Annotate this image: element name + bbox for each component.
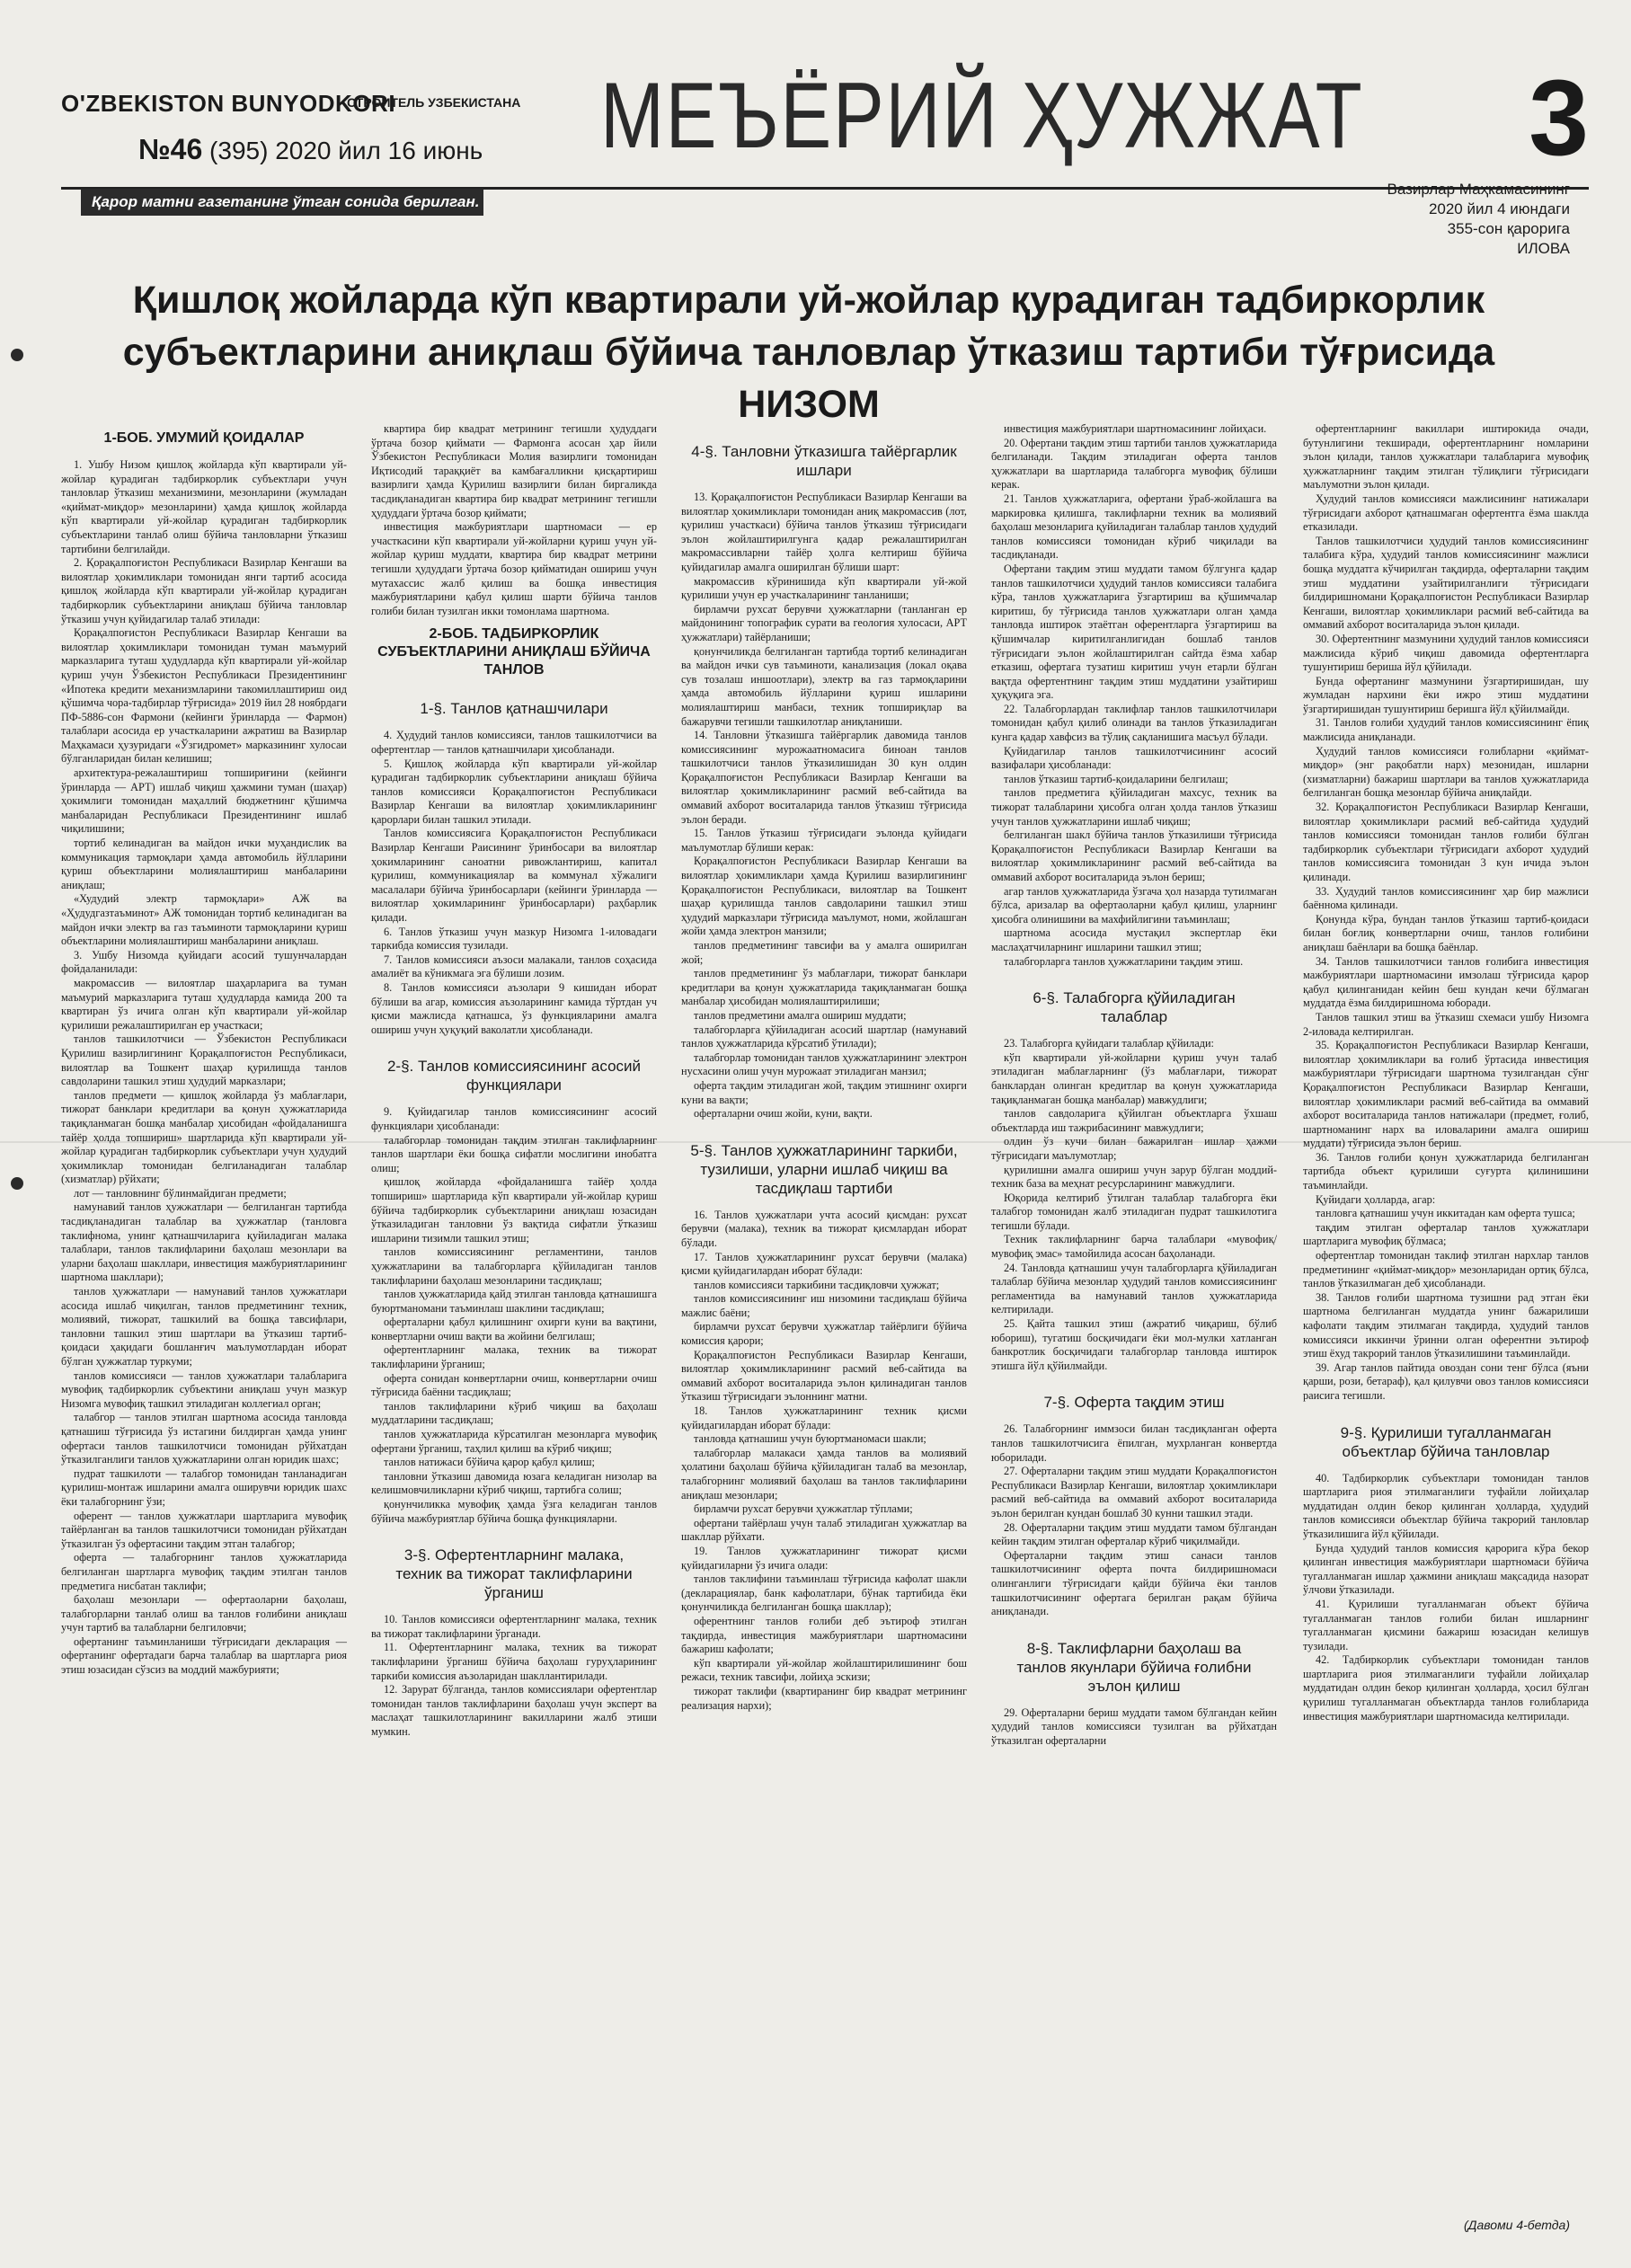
paragraph: макромассив — вилоятлар шаҳарларига ва туман маъмурий марказларига туташ ҳудудларда камида 200 та квартиран ўз ичига олган кўп квартирали уй-жойлар қурилиши режалаштирилган ер участкаси; xyxy=(61,976,347,1032)
paragraph: 36. Танлов ғолиби қонун ҳужжатларида белгиланган тартибда объект қурилиши суғурта қилинишини таъминлайди. xyxy=(1303,1150,1589,1192)
section-heading: 5-§. Танлов ҳужжатларининг таркиби, тузилиши, уларни ишлаб чиқиш ва тасдиқлаш тартиби xyxy=(690,1141,958,1197)
paragraph: 10. Танлов комиссияси офертентларнинг малака, техник ва тижорат таклифларини ўрганади. xyxy=(371,1613,657,1640)
section-heading: 6-§. Талабгорга қўйиладиган талаблар xyxy=(1033,989,1236,1026)
issue-date: (395) 2020 йил 16 июнь xyxy=(209,137,483,164)
paragraph: олдин ўз кучи билан бажарилган ишлар ҳажми тўғрисидаги маълумотлар; xyxy=(991,1135,1277,1162)
paragraph: тижорат таклифи (квартиранинг бир квадрат метрининг реализация нархи); xyxy=(681,1684,967,1712)
paragraph: 34. Танлов ташкилотчиси танлов ғолибига инвестиция мажбуриятлари шартномасини имзолаш тўғрисида қарор қабул қилинганидан кейин беш кундан кечи бўлмаган муддатда ёзма билдиришнома юборади. xyxy=(1303,954,1589,1010)
paragraph: 7. Танлов комиссияси аъзоси малакали, танлов соҳасида амалиёт ва кўникмага эга бўлиши лозим. xyxy=(371,952,657,980)
paragraph: белгиланган шакл бўйича танлов ўтказилиши тўғрисида Қорақалпоғистон Республикаси Вазирлар Кенгаши ва вилоятлар ҳокимликларининг расмий веб-сайтида ва оммавий ахборот воситаларида эълон бериш; xyxy=(991,828,1277,883)
newspaper-name: O'ZBEKISTON BUNYODKORI xyxy=(61,90,396,117)
paragraph: пудрат ташкилоти — талабгор томонидан танланадиган қурилиш-монтаж ишларини амалга оширувчи юридик шахс ёки талабгорнинг ўзи; xyxy=(61,1466,347,1508)
paragraph: танлов таклифларини кўриб чиқиш ва баҳолаш муддатларини тасдиқлаш; xyxy=(371,1399,657,1427)
paragraph: танлов предметини амалга ошириш муддати; xyxy=(694,1008,907,1022)
paragraph: квартира бир квадрат метрининг тегишли ҳудуддаги ўртача бозор қиймати — Фармонга асосан ҳар йили Ўзбекистон Республикаси Молия вазирлиги томонидан Иқтисодий тараққиёт ва камбағалликни қисқартириш вазирлиги ҳамда Қурилиш вазирлиги билан биргаликда тасдиқланадиган квартира бир квадрат метрининг тегишли ҳудуддаги ўртача бозор қиймати; xyxy=(371,422,657,519)
paragraph: танлов предметининг тавсифи ва у амалга оширилган жой; xyxy=(681,939,967,966)
paragraph: талабгорлар малакаси ҳамда танлов ва молиявий ҳолатини баҳолаш бўйича қўйиладиган талаб ва мезонлар, талабгорнинг молиявий баҳолаш ва танлов таклифларини аниқлаш мезонлари; xyxy=(681,1446,967,1502)
paragraph: кўп квартирали уй-жойлар жойлаштирилишининг бош режаси, техник тавсифи, лойиҳа эскизи; xyxy=(681,1656,967,1684)
paragraph: қурилишни амалга ошириш учун зарур бўлган моддий-техник база ва меҳнат ресурсларининг мавжудлиги. xyxy=(991,1163,1277,1191)
paragraph: танлов предмети — қишлоқ жойларда ўз маблағлари, тижорат банклари кредитлари ва қонун ҳужжатларида тақиқланмаган бошқа манбалар ҳисобидан «фойдаланишга тайёр ҳолда топшириш» шартларида кўп квартирали уй-жойлар қурадиган тадбиркорлик субъектлари учун ҳудудий ҳокимликлар томонидан белгиланадиган талаблар (хизматлар) рўйхати; xyxy=(61,1088,347,1186)
paragraph: танловга қатнашиш учун иккитадан кам офертa тушса; xyxy=(1316,1207,1575,1220)
paragraph: 14. Танловни ўтказишга тайёргарлик давомида танлов комиссиясининг мурожаатномасига биноан танлов ташкилотчиси танлов ўтказилишидан 30 кун олдин Қорақалпоғистон Республикаси Вазирлар Кенгаши ва вилоятлар ҳокимликларининг расмий веб-сайтида ва оммавий ахборот воситаларида танлов ўтказиш тўғрисида эълон беради. xyxy=(681,729,967,826)
paragraph: 35. Қорақалпоғистон Республикаси Вазирлар Кенгаши, вилоятлар ҳокимликлари ва ғолиб ўртасида инвестиция мажбуриятлари тўғрисидаги шартнома тузилгандан сўнг Қорақалпоғистон Республикаси Вазирлар Кенгаши, вилоятлар ҳокимликлари расмий веб-сайтида ва оммавий ахборот воситаларида танлов натижалари (предмет, ғолиб, шартноманинг нарх ва иловаларини амалга ошириш муддати) тўғрисида эълон бериш. xyxy=(1303,1039,1589,1150)
paragraph: танлов ўтказиш тартиб-қоидаларини белгилаш; xyxy=(1004,772,1228,785)
paragraph: бирламчи рухсат берувчи ҳужжатларни (танланган ер майдонининг топографик сурати ва геология хулосаси, АРТ ҳужжатлари) тайёрланиши; xyxy=(681,602,967,643)
paragraph: 17. Танлов ҳужжатларининг рухсат берувчи (малака) қисми қуйидагилардан иборат бўлади: xyxy=(681,1250,967,1278)
continued-note: (Давоми 4-бетда) xyxy=(1463,2218,1570,2232)
paragraph: талабгорларга танлов ҳужжатларини тақдим этиш. xyxy=(1004,954,1244,968)
paragraph: Офертани тақдим этиш муддати тамом бўлгунга қадар танлов ташкилотчиси ҳудудий танлов комиссияси талабига кўра, танлов ҳужжатларига ўзгартириш ва қўшимчалар киритиш, бу тўғрисида танлов ҳужжатлари олган ҳамда танловда иштирок этаётган оферентларга ўзгартириш ва қўшимчалар киритилганлигидан бошлаб танлов тўғрисидаги эълон жойлаштирилган сайтда ёзма хабар етказиш, офертага тузатиш киритиш учун етарли бўлган вақтда офертентнинг тақдим этиш муддатини узайтириш ҳуқуқига эга. xyxy=(991,562,1277,702)
paragraph: офертанинг таъминланиши тўғрисидаги декларация — офертанинг офертадаги барча талаблар ва шартларга риоя этиш юзасидан сўзсиз ва моддий мажбурияти; xyxy=(61,1635,347,1677)
paragraph: бирламчи рухсат берувчи ҳужжатлар тўплами; xyxy=(694,1502,913,1516)
paragraph: 3. Ушбу Низомда қуйидаги асосий тушунчалардан фойдаланилади: xyxy=(61,948,347,976)
paragraph: 19. Танлов ҳужжатларининг тижорат қисми қуйидагиларни ўз ичига олади: xyxy=(681,1544,967,1572)
title-line: субъектларини аниқлаш бўйича танловлар ўтказиш тартиби тўғрисида xyxy=(122,331,1495,374)
section-heading: 4-§. Танловни ўтказишга тайёргарлик ишлари xyxy=(691,443,957,479)
page-number: 3 xyxy=(1529,58,1589,178)
paragraph: шартнома асосида мустақил экспертлар ёки маслаҳатчиларнинг ишларини ташкил этиш; xyxy=(991,926,1277,953)
newspaper-subtitle: СТРОИТЕЛЬ УЗБЕКИСТАНА xyxy=(347,95,521,110)
paragraph: офертентларнинг малака, техник ва тижорат таклифларини ўрганиш; xyxy=(371,1343,657,1371)
paragraph: 28. Оферталарни тақдим этиш муддати тамом бўлгандан кейин тақдим этилган оферталар кўриб чиқилмайди. xyxy=(991,1520,1277,1548)
paragraph: оферент — танлов ҳужжатлари шартларига мувофиқ тайёрланган ва танлов ташкилотчиси томонидан рўйхатдан ўтказилган ўз офертасини тақдим этган талабгор; xyxy=(61,1509,347,1550)
paragraph: макромассив кўринишида кўп квартирали уй-жой қурилиши учун ер участкаларининг танланиши; xyxy=(681,574,967,602)
paragraph: 24. Танловда қатнашиш учун талабгорларга қўйиладиган талаблар бўйича мезонлар ҳудудий танлов комиссиясининг регламентида ва намунавий танлов ҳужжатларида келтирилади. xyxy=(991,1261,1277,1316)
paragraph: Бунда ҳудудий танлов комиссия қарорига кўра бекор қилинган инвестиция мажбуриятлари шартномаси бўйича тугалланмаган ишлар ҳажмини аниқлаш мақсадида назорат ўлчови ўтказилади. xyxy=(1303,1541,1589,1597)
paragraph: «Худудий электр тармоқлари» АЖ ва «Ҳудудгазтаъминот» АЖ томонидан тортиб келинадиган ва майдон ички электр ва газ таъминоти тармоқларини қуриш объектларини молиялаштириш манбаларини аниқлаш. xyxy=(61,892,347,948)
paragraph: офертентларнинг вакиллари иштирокида очади, бутунлигини текширади, офертентларнинг номларини эълон қилади, танлов ҳужжатлари талабларига мувофиқ ҳужжатларнинг тақдим этилган тўлиқлиги тўғрисидаги маълумотни эълон қилади. xyxy=(1303,422,1589,492)
appendix-line: Вазирлар Маҳкамасининг xyxy=(1387,181,1570,198)
paragraph: 23. Талабгорга қуйидаги талаблар қўйилади: xyxy=(1004,1037,1214,1050)
paragraph: 2. Қорақалпоғистон Республикаси Вазирлар Кенгаши ва вилоятлар ҳокимликлари томонидан янги тартиб асосида қишлоқ жойларда кўп квартирали уй-жойлар қурадиган тадбиркорлик субъектларини аниқлаш бўйича танловлар ўтказиш учун қуйидагилар талаб этилади: xyxy=(61,556,347,625)
paragraph: танлов натижаси бўйича қарор қабул қилиш; xyxy=(384,1456,595,1469)
paragraph: танлов таклифини таъминлаш тўғрисида кафолат шакли (декларациялар, банк кафолатлари, бўнак тартибида ёки қонунчиликда белгиланган бошқа шакллар); xyxy=(681,1573,967,1614)
paragraph: 25. Қайта ташкил этиш (ажратиб чиқариш, бўлиб юбориш), тугатиш босқичидаги ёки мол-мулки хатланган банкротлик босқичидаги талабгорлар танловда иштирок этишга йўл қўйилмайди. xyxy=(991,1317,1277,1372)
paragraph: Танлов ташкил этиш ва ўтказиш схемаси ушбу Низомга 2-иловада келтирилган. xyxy=(1303,1010,1589,1038)
issue-line xyxy=(138,133,483,166)
paragraph: 22. Талабгорлардан таклифлар танлов ташкилотчилари томонидан қабул қилиб олинади ва танлов ўтказиладиган кунга қадар хавфсиз ва тўлиқ сақланишига масъул бўлади. xyxy=(991,702,1277,744)
paragraph: 5. Қишлоқ жойларда кўп квартирали уй-жойлар қурадиган тадбиркорлик субъектларини аниқлаш бўйича танлов комиссияси Қорақалпоғистон Республикаси Вазирлар Кенгаши ва вилоятлар ҳокимликларининг қарорлари билан ташкил этилади. xyxy=(371,757,657,826)
paragraph: 32. Қорақалпоғистон Республикаси Вазирлар Кенгаши, вилоятлар ҳокимликлари расмий веб-сайтида ҳудудий танлов комиссияси томонидан танлов ғолиби бўлган тадбиркорлик субъектлари тўғрисидаги ахборот ҳудудий танлов комиссиясига томонидан 3 кун ичида эълон қилинади. xyxy=(1303,801,1589,883)
paragraph: инвестиция мажбуриятлари шартномаси — ер участкасини кўп квартирали уй-жойларни қуриш учун уй-жойлар қуриш муддати, квартира бир квадрат метрини тегишли ҳудуддаги ўртача бозор қийматидан ошириш учун мутахассис жалб қилиш ва бошқа инвестиция мажбуриятларини қабул қилиш шарти бўйича танлов голиби билан тузилган икки томонлама шартнома. xyxy=(371,520,657,617)
column-4 xyxy=(991,422,1277,2210)
column-3 xyxy=(681,422,967,2210)
paragraph: оферталарни қабул қилишнинг охирги куни ва вақтини, конвертларни очиш вақти ва жойини белгилаш; xyxy=(371,1316,657,1342)
punch-hole xyxy=(11,1177,23,1190)
paragraph: офертани тайёрлаш учун талаб этиладиган ҳужжатлар ва шакллар рўйхати. xyxy=(681,1516,967,1544)
paragraph: 6. Танлов ўтказиш учун мазкур Низомга 1-иловадаги таркибда комиссия тузилади. xyxy=(371,925,657,952)
paragraph: танлов комиссияси — танлов ҳужжатлари талабларига мувофиқ тадбиркорлик субъектини аниқлаш учун мазкур Низомга мувофиқ ташкил этиладиган коллегиал орган; xyxy=(61,1369,347,1410)
paragraph: архитектура-режалаштириш топшириғини (кейинги ўринларда — АРТ) ишлаб чиқиш ҳажмини туман (шаҳар) ҳокимлиги томонидан маҳаллий бюджетнинг қўшимча манбаларидан Республикаси Президентининг ишлаб чиқилишини; xyxy=(61,766,347,836)
paragraph: танлов ҳужжатларида қайд этилган танловда қатнашишга буюртманомани таъминлаш шаклини тасдиқлаш; xyxy=(371,1288,657,1315)
notice-bar: Қарор матни газетанинг ўтган сонида берилган. xyxy=(81,189,483,216)
paragraph: Танлов комиссиясига Қорақалпоғистон Республикаси Вазирлар Кенгаши Раисининг ўринбосари ва вилоятлар ҳокимларининг саноатни ривожлантириш, капитал қурилиш, коммуникациялар ва коммунал хўжалиги масалалари бўйича ўринбосарлари (кейинги ўринларда — вилоятлар ҳокимларининг ўринбосарлари) раҳбарлик қилади. xyxy=(371,827,657,925)
paragraph: 41. Қурилиши тугалланмаган объект бўйича тугалланмаган танлов ғолиби билан ишларнинг тугалланмаган қисмини бажариш юзасидан келишув тузилади. xyxy=(1303,1597,1589,1652)
paragraph: оферта сонидан конвертларни очиш, конвертларни очиш тўғрисида баённи тасдиқлаш; xyxy=(371,1371,657,1399)
paragraph: Оферталарни тақдим этиш санаси танлов ташкилотчисининг оферта почта билдиришномаси олинганлиги тўғрисидаги қайди бўйича ёки танлов ташкилотчисининг офертага берилган рақам бўйича аниқланади. xyxy=(991,1548,1277,1618)
paragraph: 30. Офертентнинг мазмунини ҳудудий танлов комиссияси мажлисида кўриб чиқиш давомида офертентларга тушунтириш бериша йўл қўйилади. xyxy=(1303,632,1589,674)
paragraph: Қуйидаги ҳолларда, агар: xyxy=(1316,1192,1436,1206)
paragraph: оферта — талабгорнинг танлов ҳужжатларида белгиланган шартларга мувофиқ тақдим этилган танлов предметига нисбатан таклифи; xyxy=(61,1551,347,1592)
section-heading: 8-§. Таклифларни баҳолаш ва танлов якунлари бўйича ғолибни эълон қилиш xyxy=(1016,1639,1252,1695)
section-heading: 9-§. Қурилиши тугалланмаган объектлар бўйича танловлар xyxy=(1340,1423,1552,1460)
paragraph: танлов ҳужжатлари — намунавий танлов ҳужжатлари асосида ишлаб чиқилган, танлов предметининг техник, молиявий, тижорат, ташкилий ва бошқа тавсифлари, танловни ташкил этиш шартлари ва ўтказиш тартиб-қоидаси ҳақидаги бошланғич маълумотлардан иборат бўлган ҳужжатлар туркуми; xyxy=(61,1285,347,1368)
paragraph: талабгорлар томонидан танлов ҳужжатларининг электрон нусхасини олиш учун мурожаат этиладиган манзил; xyxy=(681,1050,967,1078)
paragraph: қонунчиликда белгиланган тартибда тортиб келинадиган ва майдон ички сув таъминоти, канализация (локал оқава сув тозалаш иншоотлари), электр ва газ тармоқларини ҳамда автомобиль йўлларини қуриш ишларини молиялаштириш манбаси, техник топшириқлар ва бажарувчи тегишли ташкилотлар аниқланиши. xyxy=(681,644,967,728)
paragraph: танлов комиссиясининг иш низомини тасдиқлаш бўйича мажлис баёни; xyxy=(681,1292,967,1319)
section-heading: 7-§. Оферта тақдим этиш xyxy=(1043,1394,1225,1412)
paragraph: намунавий танлов ҳужжатлари — белгиланган тартибда тасдиқланадиган талаблар ва ҳужжатлар (танловга таклифнома, унинг қатнашчиларига қуйиладиган малака талаблари, танлов таклифларини баҳолаш мезонлари ва уларни баҳолаш шакллари, инвестиция мажбуриятларининг шартнома шакллари); xyxy=(61,1200,347,1284)
paragraph: 16. Танлов ҳужжатлари учта асосий қисмдан: рухсат берувчи (малака), техник ва тижорат қисмлардан иборат бўлади. xyxy=(681,1208,967,1249)
paragraph: талабгор — танлов этилган шартнома асосида танловда қатнашиш тўғрисида ўз истагини билдирган ҳамда унинг офертаси танлов ташкилотчиси томонидан рўйхатдан ўтказилганлиги танлов ҳужжатларини олган юридик шахс; xyxy=(61,1411,347,1466)
paragraph: танлов предметига қўйиладиган махсус, техник ва тижорат талабларини ҳисобга олган ҳолда танлов ўтказиш учун танлов ҳужжатларини ишлаб чиқиш; xyxy=(991,786,1277,828)
column-2 xyxy=(371,422,657,2210)
paragraph: 29. Оферталарни бериш муддати тамом бўлгандан кейин ҳудудий танлов комиссияси тузилган ва рўйхатдан ўтказилган оферталарни xyxy=(991,1705,1277,1747)
paragraph: талабгорларга қўйиладиган асосий шартлар (намунавий танлов ҳужжатларида кўрсатиб ўтилади); xyxy=(681,1023,967,1050)
issue-number: №46 xyxy=(138,133,203,165)
paragraph: Қонунда кўра, бундан танлов ўтказиш тартиб-қоидаси билан боғлиқ конвертларни очиш, танлов ғолибини аниқлаш баёнлари ва бошқа баёнлар. xyxy=(1303,912,1589,953)
paragraph: Қорақалпоғистон Республикаси Вазирлар Кенгаши, вилоятлар ҳокимликларининг расмий веб-сайтида ва оммавий ахборот воситаларида эълон қилинадиган танлов ўтказиш тўғрисидаги эълоннинг матни. xyxy=(681,1348,967,1404)
paragraph: агар танлов ҳужжатларида ўзгача ҳол назарда тутилмаган бўлса, аризалар ва офертаоларни қабул қилиш, уларнинг ҳисобга олинишини ва махфийлигини таъминлаш; xyxy=(991,884,1277,926)
paragraph: 31. Танлов ғолиби ҳудудий танлов комиссиясининг ёпиқ мажлисида аниқланади. xyxy=(1303,716,1589,744)
section-title: МЕЪЁРИЙ ҲУЖЖАТ xyxy=(600,64,1364,168)
section-heading: 1-§. Танлов қатнашчилари xyxy=(420,700,608,718)
paragraph: 15. Танлов ўтказиш тўғрисидаги эълонда қуйидаги маълумотлар бўлиши керак: xyxy=(681,827,967,854)
chapter-heading: 2-БОБ. ТАДБИРКОРЛИК СУБЪЕКТЛАРИНИ АНИҚЛАШ БЎЙИЧА ТАНЛОВ xyxy=(377,626,651,678)
paragraph: танлов ташкилотчиси — Ўзбекистон Республикаси Қурилиш вазирлигининг Қорақалпоғистон Республикаси, вилоятлар ва Тошкент шаҳар қурилишда танлов савдоларини ташкил этиш ҳудудий марказлари; xyxy=(61,1032,347,1088)
paragraph: инвестиция мажбуриятлари шартномасининг лойиҳаси. xyxy=(1004,422,1267,435)
appendix-line: 2020 йил 4 июндаги xyxy=(1428,200,1570,217)
paragraph: 4. Ҳудудий танлов комиссияси, танлов ташкилотчиси ва офертентлар — танлов қатнашчилари ҳисобланади. xyxy=(371,729,657,756)
paragraph: 20. Офертани тақдим этиш тартиби танлов ҳужжатларида белгиланади. Тақдим этиладиган оферта танлов ҳужжатлари ва шартларида талабгорга мувофиқ бўлиши керак. xyxy=(991,436,1277,492)
paragraph: баҳолаш мезонлари — офертаоларни баҳолаш, талабгорларни танлаб олиш ва танлов ғолибини аниқлаш учун тартиб ва талабларни белгиловчи; xyxy=(61,1593,347,1635)
paragraph: 18. Танлов ҳужжатларининг техник қисми қуйидагилардан иборат бўлади: xyxy=(681,1404,967,1431)
paragraph: Танлов ташкилотчиси ҳудудий танлов комиссиясининг талабига кўра, ҳудудий танлов комиссиясининг мажлиси бошқа муддатга кўчирилган тақдирда, оферталарни тақдим этиш муддатини узайтирилганлиги тўғрисидаги билдиришномани Қорақалпоғистон Республикаси Вазирлар Кенгаши, вилоятлар ҳокимликлари расмий веб-сайтида ва оммавий ахборот воситаларида эълон қилади. xyxy=(1303,534,1589,632)
document-title xyxy=(90,274,1528,430)
paragraph: Техник таклифларнинг барча талаблари «мувофиқ/мувофиқ эмас» тамойилида асосан баҳоланади. xyxy=(991,1233,1277,1261)
paragraph: танлов комиссияси таркибини тасдиқловчи ҳужжат; xyxy=(694,1278,940,1291)
paragraph: бирламчи рухсат берувчи ҳужжатлар тайёрлиги бўйича комиссия қарори; xyxy=(681,1320,967,1348)
section-heading: 2-§. Танлов комиссиясининг асосий функциялари xyxy=(386,1058,642,1094)
paragraph: тортиб келинадиган ва майдон ички муҳандислик ва коммуникация тармоқлари ҳамда автомобиль йўлларини қуриш объектларини молиялаштириш манбаларини аниқлаш; xyxy=(61,837,347,891)
paragraph: офертентлар томонидан таклиф этилган нархлар танлов предметининг «қиймат-миқдор» мезонларидан ортиқ бўлса, танлов ўтказилмаган деб ҳисобланади. xyxy=(1303,1249,1589,1290)
title-line: Қишлоқ жойларда кўп квартирали уй-жойлар қурадиган тадбиркорлик xyxy=(132,279,1485,322)
paragraph: 11. Офертентларнинг малака, техник ва тижорат таклифларини ўрганиш бўйича баҳолаш гуруҳларининг таркиби комиссия аъзоларидан шакллантирилади. xyxy=(371,1641,657,1682)
paragraph: танловни ўтказиш давомида юзага келадиган низолар ва келишмовчиликларни кўриб чиқиш, тартибга солиш; xyxy=(371,1469,657,1497)
title-line: НИЗОМ xyxy=(738,383,880,426)
paragraph: Қуйидагилар танлов ташкилотчисининг асосий вазифалари ҳисобланади: xyxy=(991,744,1277,772)
paragraph: 33. Ҳудудий танлов комиссиясининг ҳар бир мажлиси баённома қилинади. xyxy=(1303,884,1589,912)
appendix-line: ИЛОВА xyxy=(1517,240,1570,257)
paragraph: Юқорида келтириб ўтилган талаблар талабгорга ёки талабгор томонидан жалб этиладиган пудрат ташкилотига тегишли бўлади. xyxy=(991,1191,1277,1232)
paragraph: танлов комиссиясининг регламентини, танлов ҳужжатларини ва талабгорларга қўйиладиган танлов таклифларини баҳолаш мезонларини тасдиқлаш; xyxy=(371,1245,657,1287)
paragraph: оферентнинг танлов ғолиби деб эътироф этилган тақдирда, инвестиция мажбуриятлари шартномасини бажариш кафолати; xyxy=(681,1614,967,1656)
punch-hole xyxy=(11,349,23,361)
paragraph: оферта тақдим этиладиган жой, тақдим этишнинг охирги куни ва вақти; xyxy=(681,1078,967,1106)
paragraph: 39. Агар танлов пайтида овоздан сони тенг бўлса (яъни қарши, рози, бетараф), қал қилувчи овоз танлов комиссияси раисига тегишли. xyxy=(1303,1360,1589,1402)
paragraph: 38. Танлов ғолиби шартнома тузишни рад этган ёки шартнома белгиланган муддатда унинг бажарилиши кафолати тақдим этилмаган тақдирда, ҳудудий танлов комиссияси иккинчи ўринни олган оферентни эътироф этиш ёхуд такрорий танлов ўтказилишини таъминлайди. xyxy=(1303,1290,1589,1360)
paragraph: 12. Зарурат бўлганда, танлов комиссиялари офертентлар томонидан танлов таклифларини баҳолаш учун эксперт ва маслаҳат ташкилотларининг вакилларини жалб этиши мумкин. xyxy=(371,1683,657,1738)
paragraph: кўп квартирали уй-жойларни қуриш учун талаб этиладиган маблағларнинг (ўз маблағлари, тижорат банклардан олинган кредитлар ва қонун ҳужжатларида тақиқланмаган бошқа манбалар) мавжудлиги; xyxy=(991,1050,1277,1106)
article-columns xyxy=(61,422,1589,2210)
paragraph: 27. Оферталарни тақдим этиш муддати Қорақалпоғистон Республикаси Вазирлар Кенгаши, вилоятлар ҳокимликлари расмий веб-сайтида ва оммавий ахборот воситаларида эълон берилган кундан бошлаб 30 кунни ташкил этади. xyxy=(991,1465,1277,1519)
paragraph: Бунда офертанинг мазмунини ўзгартиришидан, шу жумладан нархини ёки ижро этиш муддатини ўзгартиришидан тушунтириш беришга йўл қўйилмайди. xyxy=(1303,674,1589,715)
appendix-line: 355-сон қарорига xyxy=(1447,220,1570,237)
column-5 xyxy=(1303,422,1589,2210)
paragraph: 1. Ушбу Низом қишлоқ жойларда кўп квартирали уй-жойлар қурадиган тадбиркорлик субъектлари учун танловлар ўтказиш механизмини, мезонларини (жумладан «қиймат-миқдор» мезонларини) ҳамда қишлоқ жойларда кўп квартирали уй-жойлар қурадиган тадбиркорлик субъектларини танлаб олиш бўйича танловларни ўтказиш тартибини белгилайди. xyxy=(61,458,347,555)
column-1 xyxy=(61,422,347,2210)
masthead xyxy=(61,58,1589,180)
paragraph: 8. Танлов комиссияси аъзолари 9 кишидан иборат бўлиши ва агар, комиссия аъзоларининг камида тўртдан уч қисми мажлисда қатнашса, ўз функцияларини амалга ошириш учун ҳуқуқий ваколатли ҳисобланади. xyxy=(371,981,657,1036)
paragraph: тақдим этилган оферталар танлов ҳужжатлари шартларига мувофиқ бўлмаса; xyxy=(1303,1220,1589,1248)
section-heading: 3-§. Офертентларнинг малака, техник ва тижорат таклифларини ўрганиш xyxy=(395,1546,633,1602)
appendix-note xyxy=(1210,180,1570,259)
paragraph: танловда қатнашиш учун буюртманомаси шакли; xyxy=(694,1432,926,1446)
paragraph: 13. Қорақалпоғистон Республикаси Вазирлар Кенгаши ва вилоятлар ҳокимликлари томонидан аниқ макромассив (лот, қурилиш участкаси) бўйича танлов ўтказиш тўғрисидаги эълон жойлаштирилгунга қадар режалаштирилган макромассивларни тайёр ҳолга келтириш бўйича қуйидагилар амалга оширилган бўлиши шарт: xyxy=(681,491,967,573)
paragraph: Қорақалпоғистон Республикаси Вазирлар Кенгаши ва вилоятлар ҳокимликлари ҳамда Қурилиш вазирлигининг Қорақалпоғистон Республикаси, вилоятлар ва Тошкент шаҳар қурилишда танлов савдоларини ташкил этиш ҳудудий марказлари тўғрисида маълумот, номи, жойлашган жойи ҳамда электрон манзили; xyxy=(681,855,967,938)
chapter-heading: 1-БОБ. УМУМИЙ ҚОИДАЛАР xyxy=(103,430,305,446)
paragraph: 40. Тадбиркорлик субъектлари томонидан танлов шартларига риоя этилмаганлиги туфайли лойиҳалар муддатидан олдин бекор қилинган ҳолларда, ҳудудий танлов комиссияси объектлар бўйича такрорий танловлар ўтказилишига йўл қўйилади. xyxy=(1303,1471,1589,1540)
paragraph: танлов савдоларига қўйилган объектларга ўхшаш объектларда иш тажрибасининг мавжудлиги; xyxy=(991,1107,1277,1134)
paragraph: лот — танловнинг бўлинмайдиган предмети; xyxy=(74,1186,287,1200)
paragraph: 42. Тадбиркорлик субъектлари томонидан танлов шартларига риоя этилмаганлиги туфайли лойиҳалар муддатидан олдин бекор қилинган ҳолларда, ҳосил бўлган қурилиш тугалланмаган объектларда танлов ғолибларида инвестиция мажбуриятлари шартномасида келтирилади. xyxy=(1303,1653,1589,1723)
paragraph: Қорақалпоғистон Республикаси Вазирлар Кенгаши ва вилоятлар ҳокимликлари томонидан туман маъмурий марказларига туташ ҳудудларда кўп квартирали уй-жойлар қуриш учун Ўзбекистон Республикаси Президентининг «Ипотека кредити механизмларини такомиллаштириш оид қўшимча чора-тадбирлар тўғрисида» 2019 йил 28 ноябрдаги ПФ-5886-сон Фармони (кейинги ўринларда — Фармон) талаблари асосида ер участкаларини ажратиш ва Вазирлар Маҳкамаси ҳузуридаги «Ўзгидромет» марказининг хулосаи бўлганларидан билан келишиш; xyxy=(61,626,347,766)
paragraph: 9. Қуйидагилар танлов комиссиясининг асосий функциялари ҳисобланади: xyxy=(371,1105,657,1132)
paragraph: қонунчиликка мувофиқ ҳамда ўзга келадиган танлов бўйича мажбуриятлар бўйича бошқа функцияларни. xyxy=(371,1498,657,1525)
paragraph: танлов ҳужжатларида кўрсатилган мезонларга мувофиқ офертани ўрганиш, таҳлил қилиш ва кўриб чиқиш; xyxy=(371,1428,657,1455)
paragraph: талабгорлар томонидан тақдим этилган таклифларнинг танлов шартлари ёки бошқа сифатли мослигини инобатга олиш; xyxy=(371,1133,657,1174)
paragraph: Ҳудудий танлов комиссияси ғолибларни «қиймат-миқдор» (энг рақобатли нарх) мезонидан, ишларни (хизматларни) бажариш шартлари ва танлов ҳужжатларида белгиланган бошқа мезонлар бўйича аниқлайди. xyxy=(1303,744,1589,800)
paragraph: қишлоқ жойларда «фойдаланишга тайёр ҳолда топшириш» шартларида кўп квартирали уй-жойлар қуриш бўйича тадбиркорлик субъектларини аниқлаш юзасидан ўтказиладиган танловни ўз вақтида сифатли ўтказиш ишларини тизимли ташкил этиш; xyxy=(371,1175,657,1245)
paragraph: танлов предметининг ўз маблағлари, тижорат банклари кредитлари ва қонун ҳужжатларида тақиқланмаган бошқа манбалар ҳисобидан молиялаштирилиши; xyxy=(681,967,967,1008)
paragraph: 21. Танлов ҳужжатларига, офертани ўраб-жойлашга ва маркировка қилишга, таклифларни техник ва молиявий баҳолаш мезонларига қуйиладиган талаблар танлов ҳудудий танлов комиссияси томонидан кўриб чиқилади ва тасдиқланади. xyxy=(991,492,1277,562)
paragraph: 26. Талабгорнинг иммзоси билан тасдиқланган оферта танлов ташкилотчисига ёпилган, мухрланган конвертда юборилади. xyxy=(991,1422,1277,1464)
paragraph: оферталарни очиш жойи, куни, вақти. xyxy=(694,1107,873,1121)
paragraph: Ҳудудий танлов комиссияси мажлисининг натижалари тўғрисидаги ахборот қатнашмаган офертентга ёзма шаклда етказилади. xyxy=(1303,492,1589,534)
